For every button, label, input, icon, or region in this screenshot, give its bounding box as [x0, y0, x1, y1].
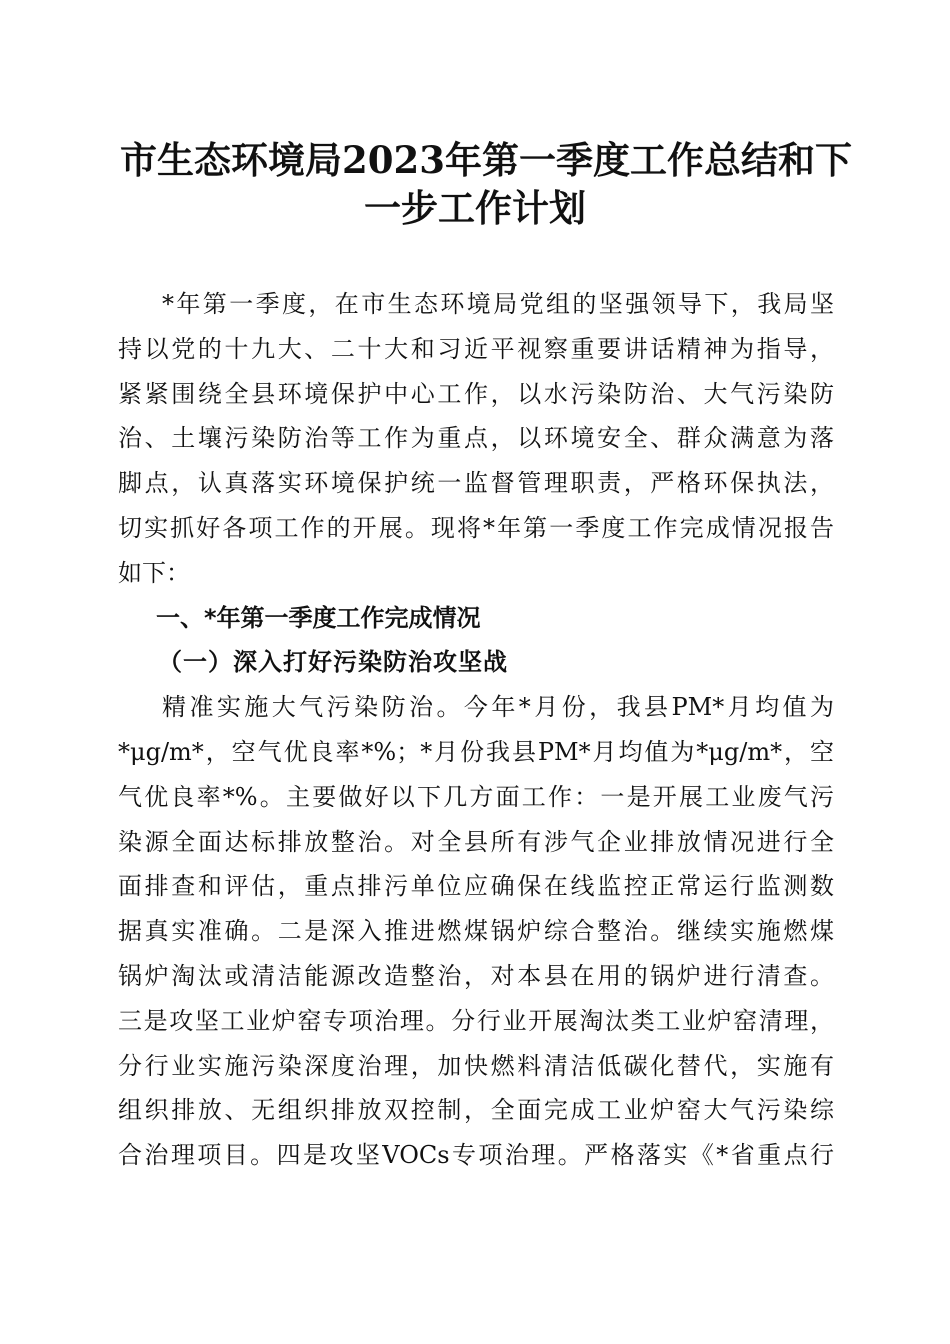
body-line: 合治理项目。四是攻坚VOCs专项治理。严格落实《*省重点行 — [118, 1141, 834, 1170]
body-line: 气优良率*%。主要做好以下几方面工作：一是开展工业废气污 — [118, 782, 834, 811]
intro-line: 切实抓好各项工作的开展。现将*年第一季度工作完成情况报告 — [118, 513, 834, 542]
intro-line: 脚点，认真落实环境保护统一监督管理职责，严格环保执法， — [118, 469, 834, 498]
body-line: 分行业实施污染深度治理，加快燃料清洁低碳化替代，实施有 — [118, 1051, 834, 1080]
subsection-heading: （一）深入打好污染防治攻坚战 — [158, 647, 508, 677]
document-title — [120, 136, 852, 232]
document-body — [118, 282, 834, 1178]
body-line: 组织排放、无组织排放双控制，全面完成工业炉窑大气污染综 — [118, 1096, 834, 1125]
body-line: 染源全面达标排放整治。对全县所有涉气企业排放情况进行全 — [118, 827, 834, 856]
section-heading: 一、*年第一季度工作完成情况 — [156, 603, 481, 632]
body-line: *μg/m*，空气优良率*%；*月份我县PM*月均值为*μg/m*，空 — [118, 737, 834, 766]
intro-line: 治、土壤污染防治等工作为重点，以环境安全、群众满意为落 — [118, 424, 834, 453]
intro-line: 紧紧围绕全县环境保护中心工作，以水污染防治、大气污染防 — [118, 379, 834, 408]
body-line: 面排查和评估，重点排污单位应确保在线监控正常运行监测数 — [118, 872, 834, 901]
body-line: 据真实准确。二是深入推进燃煤锅炉综合整治。继续实施燃煤 — [118, 917, 834, 946]
title-line-1: 市生态环境局2023年第一季度工作总结和下 — [120, 138, 852, 182]
intro-line: *年第一季度，在市生态环境局党组的坚强领导下，我局坚 — [162, 290, 834, 318]
body-line: 锅炉淘汰或清洁能源改造整治，对本县在用的锅炉进行清查。 — [118, 961, 834, 990]
intro-line: 持以党的十九大、二十大和习近平视察重要讲话精神为指导， — [118, 334, 834, 363]
intro-line: 如下： — [118, 558, 190, 587]
title-line-2: 一步工作计划 — [364, 186, 586, 230]
body-line: 精准实施大气污染防治。今年*月份，我县PM*月均值为 — [162, 693, 834, 722]
body-line: 三是攻坚工业炉窑专项治理。分行业开展淘汰类工业炉窑清理， — [118, 1006, 834, 1035]
